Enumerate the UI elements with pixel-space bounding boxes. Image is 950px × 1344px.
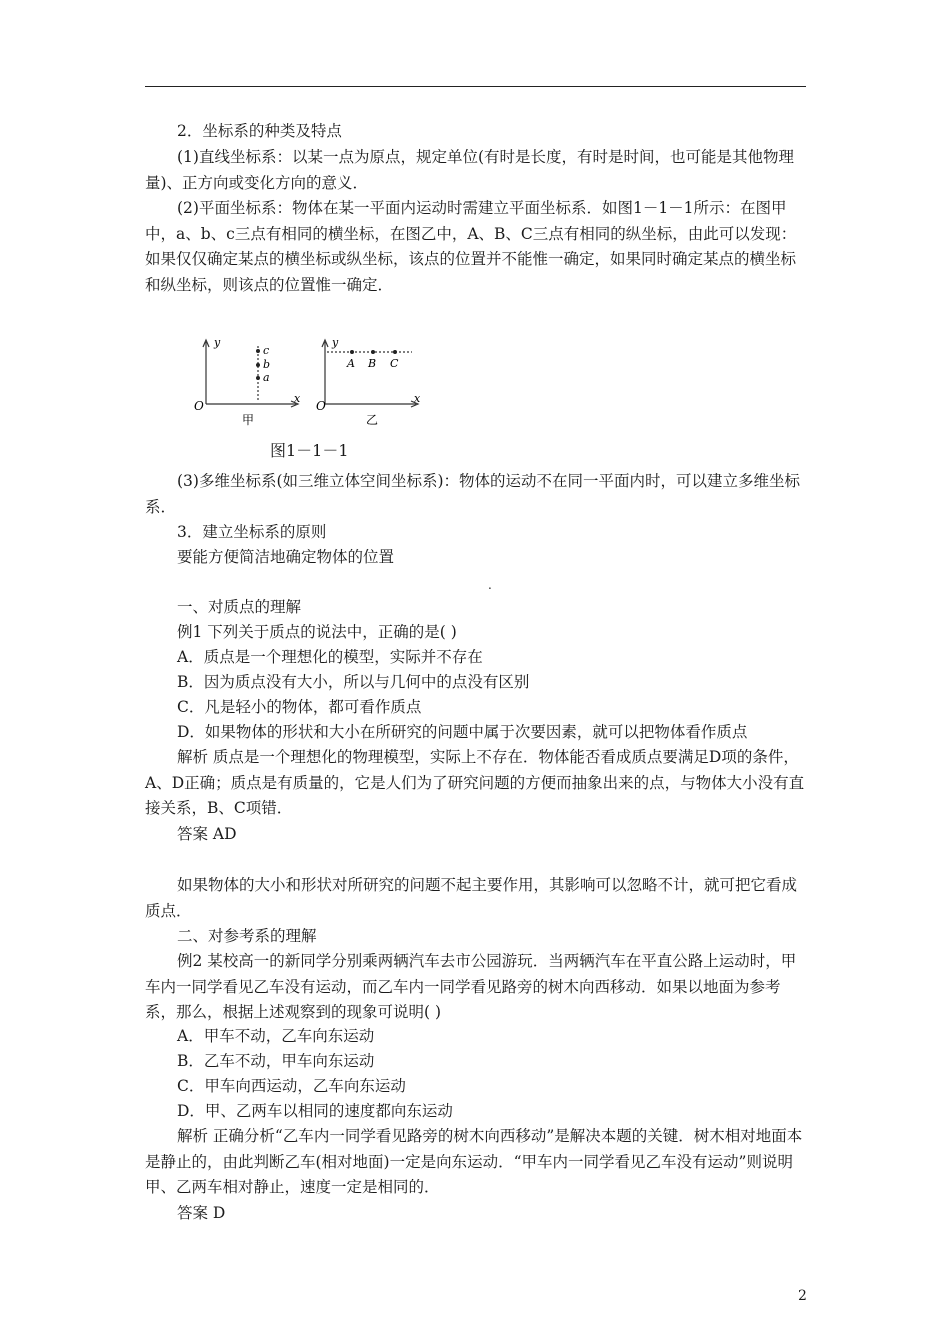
right-y-label: y: [332, 336, 339, 349]
section-3-heading: 3．建立坐标系的原则: [177, 523, 327, 541]
point-B: [371, 350, 375, 354]
example-2-answer: 答案 D: [177, 1204, 226, 1222]
point-A: [350, 350, 354, 354]
paragraph-multidimensional: (3)多维坐标系(如三维立体空间坐标系)：物体的运动不在同一平面内时，可以建立多维坐标系．: [145, 472, 801, 516]
figure-right-axes: [322, 340, 418, 407]
example-2-option-d: D．甲、乙两车以相同的速度都向东运动: [177, 1102, 453, 1120]
example-1-option-a: A．质点是一个理想化的模型，实际并不存在: [177, 648, 483, 666]
left-figure-label: 甲: [242, 413, 255, 427]
example-1-option-b: B．因为质点没有大小，所以与几何中的点没有区别: [177, 673, 530, 691]
paragraph-linear-coordinate: (1)直线坐标系：以某一点为原点，规定单位(有时是长度，有时是时间，也可能是其他物理量)、正方向或变化方向的意义．: [145, 148, 795, 192]
part-2-heading: 二、对参考系的理解: [177, 927, 317, 945]
point-b: [256, 363, 260, 367]
right-origin-label: O: [316, 399, 326, 413]
example-2-option-a: A．甲车不动，乙车向东运动: [177, 1027, 375, 1045]
point-C: [393, 350, 397, 354]
example-2-analysis: 解析 正确分析“乙车内一同学看见路旁的树木向西移动”是解决本题的关键．树木相对地面本是静止的，由此判断乙车(相对地面)一定是向东运动．“甲车内一同学看见乙车没有运动”则说明甲、乙两车相对静止，速度一定是相同的．: [145, 1127, 803, 1196]
header-rule: [145, 86, 806, 87]
point-C-label: C: [390, 357, 399, 370]
point-a: [256, 376, 260, 380]
example-2-option-b: B．乙车不动，甲车向东运动: [177, 1052, 375, 1070]
example-1-analysis: 解析 质点是一个理想化的物理模型，实际上不存在．物体能否看成质点要满足D项的条件，A、D正确；质点是有质量的，它是人们为了研究问题的方便而抽象出来的点，与物体大小没有直接关系，B、C项错．: [145, 748, 805, 817]
figure-caption: 图1－1－1: [270, 441, 349, 460]
example-1-answer: 答案 AD: [177, 825, 237, 843]
point-c-label: c: [263, 344, 270, 357]
right-x-label: x: [414, 392, 421, 405]
example-1-option-c: C．凡是轻小的物体，都可看作质点: [177, 698, 422, 716]
left-x-label: x: [294, 392, 301, 405]
example-1-question: 例1 下列关于质点的说法中，正确的是( ): [177, 623, 457, 641]
point-b-label: b: [263, 358, 271, 371]
figure-left-axes: [203, 340, 298, 407]
example-2-option-c: C．甲车向西运动，乙车向东运动: [177, 1077, 406, 1095]
point-a-label: a: [263, 371, 270, 384]
point-A-label: A: [347, 357, 355, 370]
part-1-heading: 一、对质点的理解: [177, 598, 302, 616]
example-1-option-d: D．如果物体的形状和大小在所研究的问题中属于次要因素，就可以把物体看作质点: [177, 723, 748, 741]
paragraph-plane-coordinate: (2)平面坐标系：物体在某一平面内运动时需建立平面坐标系．如图1－1－1所示：在图甲中，a、b、c三点有相同的横坐标，在图乙中，A、B、C三点有相同的纵坐标，由此可以发现：如果仅仅确定某点的横坐标或纵坐标，该点的位置并不能惟一确定，如果同时确定某点的横坐标和纵坐标，则该点的位置惟一确定．: [145, 199, 797, 294]
example-2-question: 例2 某校高一的新同学分别乘两辆汽车去市公园游玩．当两辆汽车在平直公路上运动时，甲车内一同学看见乙车没有运动，而乙车内一同学看见路旁的树木向西移动．如果以地面为参考系，那么，根据上述观察到的现象可说明( ): [145, 952, 797, 1021]
left-y-label: y: [214, 336, 221, 349]
point-B-label: B: [368, 357, 377, 370]
point-c: [256, 349, 260, 353]
stray-dot: .: [488, 578, 492, 592]
page-number: 2: [798, 1288, 807, 1304]
section-2-heading: 2．坐标系的种类及特点: [177, 122, 342, 140]
example-1-note: 如果物体的大小和形状对所研究的问题不起主要作用，其影响可以忽略不计，就可把它看成质点．: [145, 876, 798, 920]
section-3-text: 要能方便简洁地确定物体的位置: [177, 548, 395, 566]
right-figure-label: 乙: [366, 413, 379, 427]
left-origin-label: O: [194, 399, 204, 413]
